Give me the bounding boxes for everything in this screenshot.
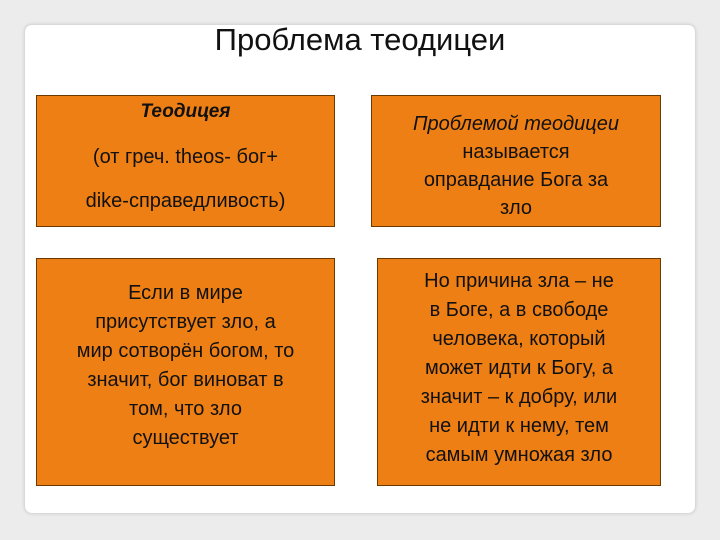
- answer-line: может идти к Богу, а: [424, 357, 614, 379]
- etymology-line-1: (от греч. theos- бог+: [92, 146, 279, 168]
- answer-line: человека, который: [432, 328, 606, 350]
- slide-title: Проблема теодицеи: [214, 22, 506, 57]
- answer-line: в Боге, а в свободе: [429, 299, 609, 321]
- argument-line: существует: [132, 427, 239, 449]
- problem-definition-box: [371, 95, 661, 227]
- etymology-line-2: dike-справедливость): [85, 190, 286, 212]
- answer-line: не идти к нему, тем: [429, 415, 609, 437]
- problem-line: Проблемой теодицеи: [412, 113, 619, 135]
- argument-line: том, что зло: [129, 398, 242, 420]
- argument-line: присутствует зло, а: [95, 311, 276, 333]
- definition-box: [36, 95, 335, 227]
- argument-box: [36, 258, 335, 486]
- answer-line: самым умножая зло: [425, 444, 613, 466]
- definition-heading: Теодицея: [140, 101, 231, 122]
- argument-line: мир сотворён богом, то: [76, 340, 295, 362]
- answer-line: Но причина зла – не: [424, 270, 614, 292]
- argument-line: значит, бог виноват в: [87, 369, 284, 391]
- argument-line: Если в мире: [128, 282, 243, 304]
- problem-line: называется: [462, 141, 570, 163]
- answer-line: значит – к добру, или: [420, 386, 618, 408]
- answer-box: [377, 258, 661, 486]
- problem-line: оправдание Бога за: [423, 169, 609, 191]
- problem-line: зло: [500, 197, 532, 219]
